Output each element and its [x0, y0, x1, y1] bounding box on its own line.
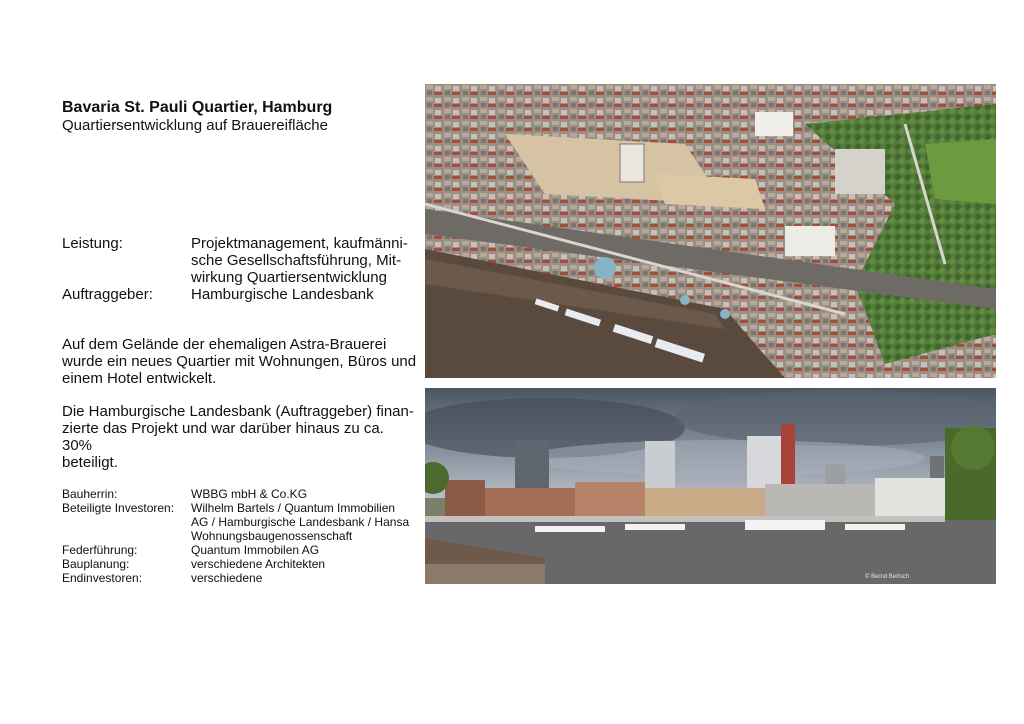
- leistung-line: wirkung Quartiersentwicklung: [191, 269, 387, 286]
- fact-row: [62, 543, 422, 557]
- fact-value: Quantum Immobilen AG: [191, 543, 320, 557]
- fact-value: verschiedene Architekten: [191, 557, 326, 571]
- fact-value: WBBG mbH & Co.KG: [191, 487, 308, 501]
- description-paragraph-2: [62, 403, 417, 471]
- auftraggeber-label: Auftraggeber:: [62, 286, 153, 303]
- leistung-line: sche Gesellschaftsführung, Mit-: [191, 252, 402, 269]
- skyline-photo: [425, 388, 996, 584]
- fact-label: Beteiligte Investoren:: [62, 501, 175, 515]
- fact-row: [62, 487, 422, 501]
- skyline-photo-graphic: [425, 388, 996, 584]
- paragraph-line: zierte das Projekt und war darüber hinaus zu ca. 30%: [62, 420, 384, 454]
- fact-value: [191, 501, 421, 543]
- leistung-label: Leistung:: [62, 235, 123, 252]
- page-subtitle: Quartiersentwicklung auf Brauereifläche: [62, 117, 328, 134]
- fact-row: [62, 571, 422, 585]
- fact-row: [62, 501, 422, 543]
- fact-value-line: AG / Hamburgische Landesbank / Hansa: [191, 515, 410, 529]
- auftraggeber-value: Hamburgische Landesbank: [191, 286, 374, 303]
- paragraph-line: Auf dem Gelände der ehemaligen Astra-Brauerei: [62, 336, 387, 353]
- aerial-photo-graphic: [425, 84, 996, 378]
- page-title: Bavaria St. Pauli Quartier, Hamburg: [62, 99, 333, 116]
- leistung-value: [191, 235, 421, 286]
- skyline-credit: © Bernd Bertsch: [865, 574, 910, 580]
- leistung-block: [62, 235, 422, 286]
- paragraph-line: wurde ein neues Quartier mit Wohnungen, Büros und: [62, 353, 417, 370]
- fact-value-line: Wohnungsbaugenossenschaft: [191, 529, 353, 543]
- facts-table: [62, 487, 422, 585]
- fact-label: Federführung:: [62, 543, 138, 557]
- paragraph-line: beteiligt.: [62, 454, 118, 471]
- fact-label: Endinvestoren:: [62, 571, 143, 585]
- fact-row: [62, 557, 422, 571]
- leistung-line: Projektmanagement, kaufmänni-: [191, 235, 408, 252]
- fact-label: Bauherrin:: [62, 487, 118, 501]
- fact-value-line: Wilhelm Bartels / Quantum Immobilien: [191, 501, 396, 515]
- fact-value: verschiedene: [191, 571, 263, 585]
- description-paragraph-1: [62, 336, 417, 387]
- paragraph-line: einem Hotel entwickelt.: [62, 370, 217, 387]
- paragraph-line: Die Hamburgische Landesbank (Auftraggeber) finan-: [62, 403, 414, 420]
- aerial-photo: [425, 84, 996, 378]
- auftraggeber-block: [62, 286, 422, 303]
- fact-label: Bauplanung:: [62, 557, 130, 571]
